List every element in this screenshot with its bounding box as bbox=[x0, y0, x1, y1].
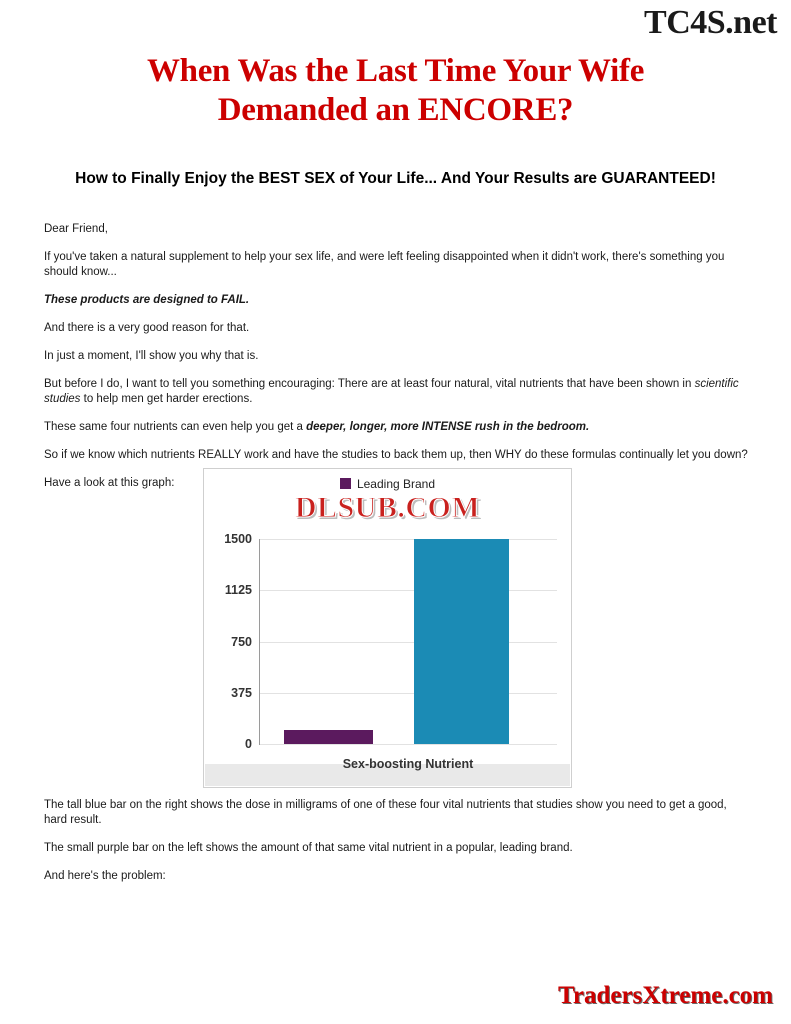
page-headline bbox=[0, 52, 791, 130]
paragraph-blue-bar: The tall blue bar on the right shows the dose in milligrams of one of these four vital nutrients that studies show you need to get a good, hard result. bbox=[44, 799, 727, 826]
paragraph-the-problem: And here's the problem: bbox=[44, 870, 166, 882]
body-copy-after-chart bbox=[44, 798, 748, 897]
paragraph-intro: If you've taken a natural supplement to help your sex life, and were left feeling disappointed when it didn't work, there's something you should know... bbox=[44, 251, 725, 278]
legend-label: Leading Brand bbox=[356, 477, 436, 491]
gridline-1500 bbox=[224, 532, 557, 546]
strong-intense-rush: deeper, longer, more INTENSE rush in the bedroom. bbox=[306, 421, 590, 433]
gridline-1125 bbox=[224, 583, 557, 598]
bar-leading-brand bbox=[284, 730, 373, 744]
bar-chart bbox=[203, 468, 572, 788]
gridline-0 bbox=[245, 737, 557, 751]
headline-line-1: When Was the Last Time Your Wife bbox=[146, 53, 645, 89]
y-tick-750: 750 bbox=[231, 634, 252, 649]
chart-legend bbox=[204, 477, 571, 491]
y-tick-375: 375 bbox=[231, 685, 252, 700]
text-before-emphasis: But before I do, I want to tell you something encouraging: There are at least four natural, vital nutrients that have been shown in bbox=[44, 378, 695, 390]
paragraph-four-nutrients bbox=[44, 377, 748, 407]
bar-sex-boosting-nutrient bbox=[414, 539, 509, 744]
footer-brand-label: TradersXtreme.com bbox=[558, 982, 773, 1009]
text-after-emphasis: to help men get harder erections. bbox=[80, 393, 253, 405]
y-tick-1500: 1500 bbox=[224, 532, 252, 546]
paragraph-show-you-why: In just a moment, I'll show you why that is. bbox=[44, 350, 259, 362]
headline-line-2: Demanded an ENCORE? bbox=[217, 92, 574, 128]
paragraph-why-let-down: So if we know which nutrients REALLY work and have the studies to back them up, then WHY do these formulas continually let you down? bbox=[44, 449, 748, 461]
top-brand-label: TC4S.net bbox=[644, 4, 777, 41]
paragraph-good-reason: And there is a very good reason for that. bbox=[44, 322, 250, 334]
text-before-strong: These same four nutrients can even help you get a bbox=[44, 421, 307, 433]
paragraph-salutation: Dear Friend, bbox=[44, 223, 108, 235]
chart-x-axis-label: Sex-boosting Nutrient bbox=[342, 757, 474, 771]
paragraph-purple-bar: The small purple bar on the left shows the amount of that same vital nutrient in a popular, leading brand. bbox=[44, 842, 573, 854]
watermark-text: DLSUB.COM bbox=[294, 491, 481, 524]
gridline-375 bbox=[231, 685, 557, 700]
y-tick-1125: 1125 bbox=[224, 583, 252, 598]
gridline-750 bbox=[231, 634, 557, 649]
chart-plot-area bbox=[224, 532, 557, 751]
paragraph-designed-to-fail: These products are designed to FAIL. bbox=[44, 294, 250, 306]
paragraph-have-a-look: Have a look at this graph: bbox=[44, 477, 175, 489]
legend-color-swatch-icon bbox=[340, 478, 351, 489]
emphasis-scientific-studies: scientific studies bbox=[44, 378, 739, 405]
y-tick-0: 0 bbox=[245, 737, 252, 751]
body-copy bbox=[44, 222, 748, 504]
page-subheadline: How to Finally Enjoy the BEST SEX of Your Life... And Your Results are GUARANTEED! bbox=[75, 170, 716, 187]
paragraph-intense-rush bbox=[44, 420, 748, 435]
